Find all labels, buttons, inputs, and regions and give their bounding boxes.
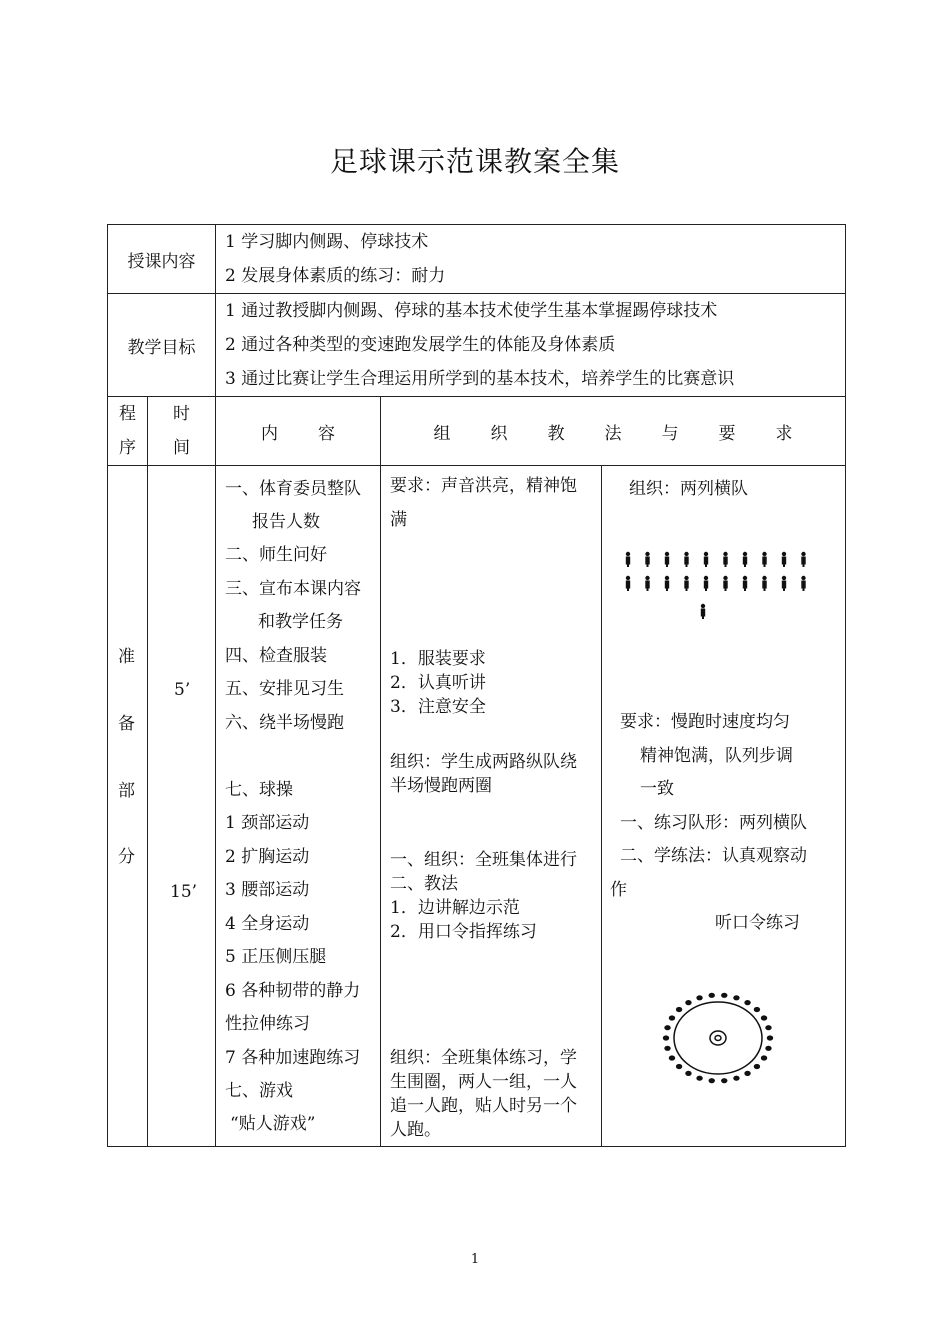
- document-title: 足球课示范课教案全集: [329, 145, 620, 178]
- person-figure: [743, 576, 747, 591]
- method-block: [390, 474, 577, 532]
- content-item: 四、检查服装: [225, 646, 327, 666]
- lesson-plan-table: [107, 224, 846, 1147]
- content-item: 七、球操: [225, 780, 293, 800]
- method-block: [390, 647, 486, 719]
- student-marker: [696, 1076, 702, 1081]
- student-marker: [685, 1000, 691, 1005]
- student-marker: [664, 1046, 670, 1051]
- header-organization: [381, 397, 846, 466]
- method-line: 一、组织：全班集体进行: [390, 850, 577, 870]
- content-item: 4 全身运动: [225, 914, 310, 934]
- student-marker: [709, 993, 715, 998]
- content-row: [108, 225, 846, 294]
- time-value: 15’: [170, 882, 198, 902]
- person-figure: [801, 552, 805, 567]
- header-char: 时: [173, 404, 190, 424]
- goal-line: 2 通过各种类型的变速跑发展学生的体能及身体素质: [225, 335, 616, 355]
- running-circle: [674, 1002, 762, 1074]
- person-figure: [762, 576, 766, 591]
- method-block: [390, 848, 577, 944]
- student-marker: [761, 1055, 767, 1060]
- goal-line: 3 通过比赛让学生合理运用所学到的基本技术，培养学生的比赛意识: [225, 369, 735, 389]
- header-char: 容: [318, 423, 335, 444]
- method-line: 2．认真听讲: [390, 673, 486, 693]
- two-row-formation-diagram: [602, 546, 846, 626]
- org-text: 二、学练法：认真观察动: [620, 846, 807, 866]
- page-number: 1: [470, 1252, 480, 1267]
- content-item: 3 腰部运动: [225, 880, 310, 900]
- content-item: 性拉伸练习: [225, 1014, 310, 1034]
- section-char: 分: [118, 847, 135, 867]
- person-figure: [701, 604, 705, 619]
- section-char: 备: [118, 714, 135, 734]
- person-figure: [743, 552, 747, 567]
- student-marker: [761, 1015, 767, 1020]
- content-label: 授课内容: [108, 225, 216, 294]
- content-line: 2 发展身体素质的练习：耐力: [225, 266, 446, 286]
- student-marker: [767, 1035, 773, 1040]
- person-figure: [801, 576, 805, 591]
- content-item: 和教学任务: [258, 612, 343, 632]
- student-marker: [754, 1064, 760, 1069]
- student-marker: [744, 1000, 750, 1005]
- content-item: 报告人数: [252, 512, 320, 532]
- section-char: 准: [118, 647, 135, 667]
- person-figure: [645, 552, 649, 567]
- student-marker: [696, 995, 702, 1000]
- method-line: 3．注意安全: [390, 697, 486, 717]
- student-marker: [754, 1007, 760, 1012]
- content-item: 1 颈部运动: [225, 813, 310, 833]
- content-item: 一、体育委员整队: [225, 479, 361, 499]
- person-figure: [645, 576, 649, 591]
- person-figure: [723, 552, 727, 567]
- header-char: 序: [119, 438, 136, 458]
- content-item: 三、宣布本课内容: [225, 579, 361, 599]
- org-text: 要求：慢跑时速度均匀: [620, 712, 790, 732]
- student-marker: [669, 1015, 675, 1020]
- center-dot: [715, 1036, 721, 1041]
- student-marker: [765, 1046, 771, 1051]
- header-char: 织: [490, 423, 508, 444]
- method-line: 组织：全班集体练习，学: [390, 1048, 577, 1068]
- method-line: 人跑。: [390, 1120, 441, 1140]
- org-text: 精神饱满，队列步调: [640, 746, 793, 766]
- person-figure: [704, 576, 708, 591]
- content-line: 1 学习脚内侧踢、停球技术: [225, 232, 429, 252]
- person-figure: [723, 576, 727, 591]
- person-figure: [782, 576, 786, 591]
- goals-label: 教学目标: [108, 294, 216, 397]
- org-text: 一致: [640, 779, 674, 799]
- section-name-cell: [108, 466, 148, 1147]
- header-char: 组: [433, 423, 451, 444]
- section-char: 部: [118, 781, 135, 801]
- content-items-cell: [216, 466, 381, 1147]
- method-line: 半场慢跑两圈: [390, 776, 492, 796]
- org-text: 组织：两列横队: [629, 479, 748, 499]
- content-item: 5 正压侧压腿: [225, 947, 327, 967]
- person-figure: [665, 552, 669, 567]
- person-figure: [762, 552, 766, 567]
- time-value: 5’: [174, 680, 191, 700]
- organization-cell: [602, 466, 846, 1147]
- student-marker: [676, 1064, 682, 1069]
- student-marker: [669, 1055, 675, 1060]
- student-marker: [663, 1035, 669, 1040]
- content-item: 7 各种加速跑练习: [225, 1048, 361, 1068]
- method-block: [390, 750, 577, 798]
- person-figure: [665, 576, 669, 591]
- header-content: [216, 397, 381, 466]
- method-line: 组织：学生成两路纵队绕: [390, 752, 577, 772]
- method-line: 满: [390, 510, 407, 530]
- center-marker: [710, 1031, 726, 1045]
- content-lines: [216, 225, 846, 294]
- method-line: 2．用口令指挥练习: [390, 922, 537, 942]
- student-marker: [685, 1071, 691, 1076]
- student-marker: [721, 993, 727, 998]
- person-figure: [684, 576, 688, 591]
- method-line: 生围圈，两人一组，一人: [390, 1072, 577, 1092]
- org-text: 听口令练习: [715, 913, 800, 933]
- content-item: 6 各种韧带的静力: [225, 981, 361, 1001]
- content-item: 六、绕半场慢跑: [225, 713, 344, 733]
- column-header-row: [108, 397, 846, 466]
- header-char: 求: [775, 423, 793, 444]
- header-time: [148, 397, 216, 466]
- student-marker: [765, 1025, 771, 1030]
- method-line: 1．边讲解边示范: [390, 898, 520, 918]
- goals-row: [108, 294, 846, 397]
- content-item: 二、师生问好: [225, 545, 327, 565]
- header-char: 要: [718, 423, 736, 444]
- student-marker: [733, 995, 739, 1000]
- org-text: 作: [610, 880, 627, 900]
- student-marker: [721, 1078, 727, 1083]
- header-char: 法: [604, 423, 622, 444]
- header-char: 教: [547, 423, 565, 444]
- org-text: 一、练习队形：两列横队: [620, 813, 807, 833]
- person-figure: [626, 552, 630, 567]
- content-item: 2 扩胸运动: [225, 847, 310, 867]
- goal-line: 1 通过教授脚内侧踢、停球的基本技术使学生基本掌握踢停球技术: [225, 301, 718, 321]
- student-marker: [744, 1071, 750, 1076]
- header-char: 间: [173, 438, 190, 458]
- time-cell: [148, 466, 216, 1147]
- method-block: [390, 1046, 577, 1142]
- student-marker: [664, 1025, 670, 1030]
- student-marker: [709, 1078, 715, 1083]
- method-cell: [381, 466, 602, 1147]
- content-item: 五、安排见习生: [225, 679, 344, 699]
- header-procedure: [108, 397, 148, 466]
- method-line: 1．服装要求: [390, 649, 486, 669]
- person-figure: [782, 552, 786, 567]
- content-item: 七、游戏: [225, 1081, 293, 1101]
- header-char: 内: [261, 423, 278, 444]
- student-marker: [676, 1007, 682, 1012]
- person-figure: [704, 552, 708, 567]
- student-marker: [733, 1076, 739, 1081]
- content-item: “贴人游戏”: [230, 1114, 316, 1134]
- method-line: 要求：声音洪亮，精神饱: [390, 476, 577, 496]
- circle-game-diagram: [602, 986, 846, 1116]
- goals-lines: [216, 294, 846, 397]
- person-figure: [626, 576, 630, 591]
- person-figure: [684, 552, 688, 567]
- header-char: 程: [119, 404, 136, 424]
- method-line: 追一人跑，贴人时另一个: [390, 1096, 577, 1116]
- header-char: 与: [661, 423, 679, 444]
- preparation-row: [108, 466, 846, 1147]
- method-line: 二、教法: [390, 874, 458, 894]
